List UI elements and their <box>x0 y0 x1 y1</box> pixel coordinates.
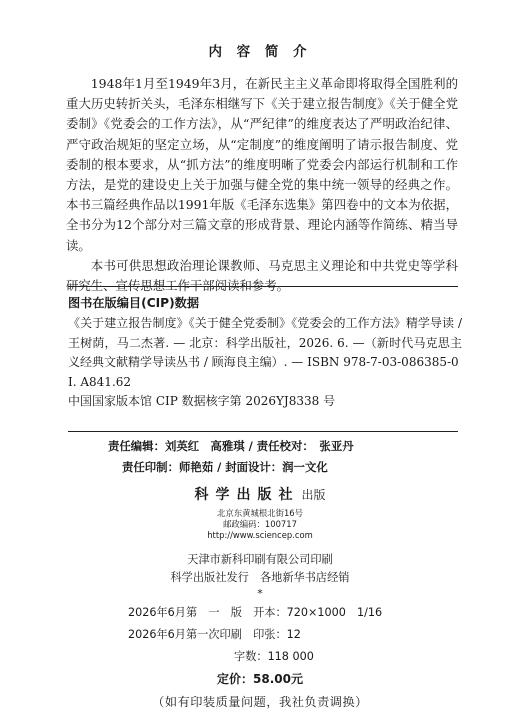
printer-line: 天津市新科印刷有限公司印刷 <box>187 553 333 566</box>
editors-line-1: 责任编辑：刘英红 高雅琪 / 责任校对： 张亚丹 <box>108 439 354 453</box>
edition-line: 2026年6月第 一 版 开本：720×1000 1/16 <box>128 606 383 619</box>
divider-top <box>68 286 458 287</box>
printing-line: 2026年6月第一次印刷 印张：12 <box>128 628 301 641</box>
word-count-line: 字数：118 000 <box>234 650 314 663</box>
quality-notice: （如有印装质量问题，我社负责调换） <box>152 695 368 709</box>
publisher-address: 北京东黄城根北街16号 <box>216 508 304 518</box>
cip-heading: 图书在版编目(CIP)数据 <box>68 296 200 310</box>
divider-bottom <box>68 431 458 432</box>
distribution-line: 科学出版社发行 各地新华书店经销 <box>170 571 350 584</box>
publisher-block <box>0 484 520 541</box>
summary-paragraph-2: 本书可供思想政治理论课教师、马克思主义理论和中共党史等学科研究生、宣传思想工作干部阅读和参考。 <box>66 257 458 294</box>
editorial-credits <box>108 436 354 478</box>
publisher-suffix: 出版 <box>301 488 326 502</box>
summary-paragraph-1: 1948年1月至1949年3月，在新民主主义革命即将取得全国胜利的重大历史转折关头，毛泽东相继写下《关于建立报告制度》《关于健全党委制》《党委会的工作方法》，从“严纪律”的维度表达了严明政治纪律、严守政治规矩的坚定立场，从“定制度”的维度阐明了请示报告制度、党委制的根本要求，从“抓方法”的维度明晰了党委会内部运行机制和工作方法，是党的建设史上关于加强与健全党的集中统一领导的经典之作。本书三篇经典作品以1991年版《毛泽东选集》第四卷中的文本为依据，全书分为12个部分对三篇文章的形成背景、理论内涵等作简练、精当导读。 <box>66 76 458 253</box>
separator-star: * <box>257 587 263 600</box>
publisher-postcode: 邮政编码：100717 <box>223 519 297 529</box>
cip-entry: 《关于建立报告制度》《关于健全党委制》《党委会的工作方法》精学导读 / 王树荫，马二杰著. — 北京：科学出版社，2026. 6. —（新时代马克思主义经典文献精学导读丛书 / 顾海良主编）. — ISBN 978-7-03-086385-0 <box>68 316 462 370</box>
price: 定价：58.00元 <box>217 672 303 686</box>
section-title: 内 容 简 介 <box>208 44 312 60</box>
summary-text <box>66 74 458 296</box>
cip-classification: Ⅰ. A841.62 <box>68 374 132 389</box>
publisher-name: 科学出版社 <box>194 487 300 503</box>
publisher-website: http://www.sciencep.com <box>207 530 313 540</box>
cip-record-number: 中国国家版本馆 CIP 数据核字第 2026YJ8338 号 <box>68 394 336 409</box>
print-info <box>0 551 520 601</box>
editors-line-2: 责任印制：师艳茹 / 封面设计：润一文化 <box>122 460 328 474</box>
cip-record <box>68 314 462 412</box>
